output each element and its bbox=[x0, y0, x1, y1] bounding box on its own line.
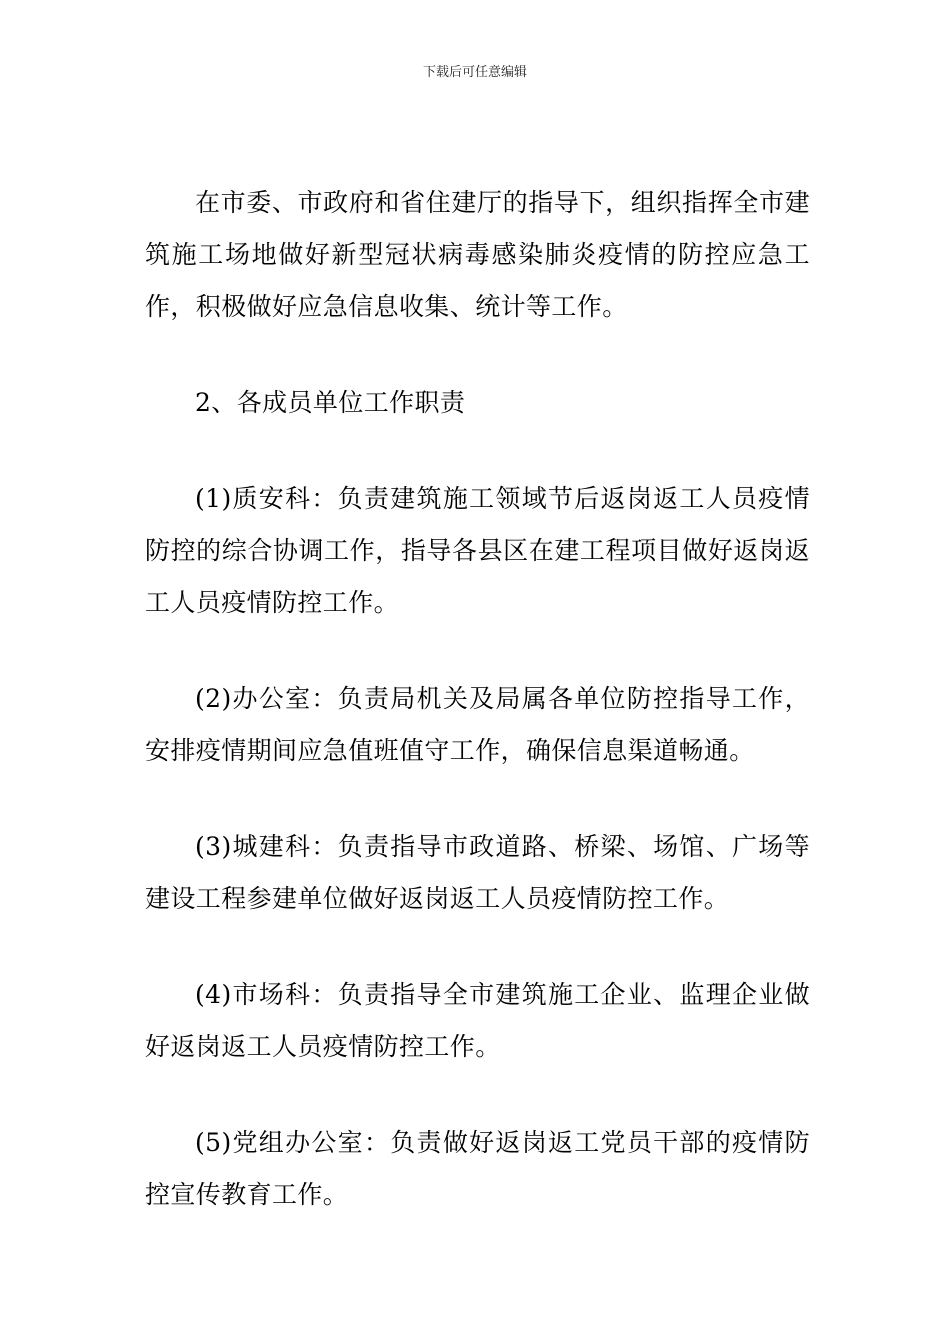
paragraph-intro: 在市委、市政府和省住建厅的指导下，组织指挥全市建筑施工场地做好新型冠状病毒感染肺炎疫情的防控应急工作，积极做好应急信息收集、统计等工作。 bbox=[145, 188, 810, 321]
paragraph-item-5: (5)党组办公室：负责做好返岗返工党员干部的疫情防控宣传教育工作。 bbox=[145, 1128, 810, 1209]
paragraph-item-3: (3)城建科：负责指导市政道路、桥梁、场馆、广场等建设工程参建单位做好返岗返工人员疫情防控工作。 bbox=[145, 832, 810, 913]
paragraph-item-4: (4)市场科：负责指导全市建筑施工企业、监理企业做好返岗返工人员疫情防控工作。 bbox=[145, 980, 810, 1061]
paragraph-item-1: (1)质安科：负责建筑施工领域节后返岗返工人员疫情防控的综合协调工作，指导各县区在建工程项目做好返岗返工人员疫情防控工作。 bbox=[145, 484, 810, 617]
page-header: 下载后可任意编辑 bbox=[422, 65, 527, 80]
paragraph-item-2: (2)办公室：负责局机关及局属各单位防控指导工作，安排疫情期间应急值班值守工作，确保信息渠道畅通。 bbox=[145, 684, 810, 765]
section-heading: 2、各成员单位工作职责 bbox=[195, 388, 466, 417]
document-body bbox=[145, 177, 810, 1221]
